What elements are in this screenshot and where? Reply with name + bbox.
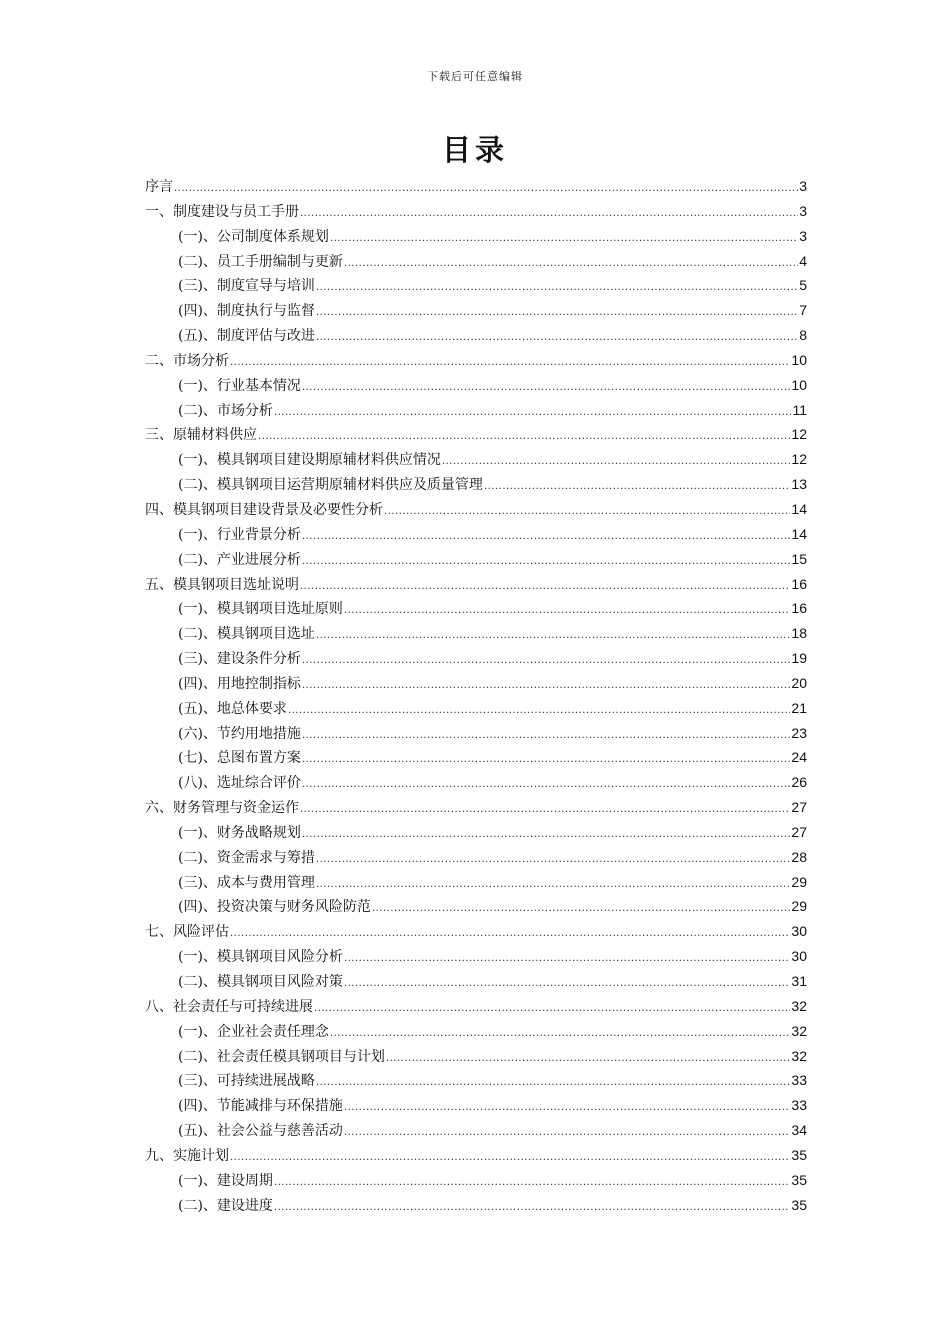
toc-entry[interactable] bbox=[145, 1019, 807, 1044]
toc-entry-label: (一)、模具钢项目选址原则 bbox=[178, 601, 343, 618]
toc-dot-leader bbox=[302, 376, 790, 401]
toc-entry-page-number: 34 bbox=[791, 1122, 807, 1139]
toc-dot-leader bbox=[344, 947, 790, 972]
toc-dot-leader bbox=[302, 649, 790, 674]
toc-entry-page-number: 12 bbox=[791, 426, 807, 443]
toc-dot-leader bbox=[174, 177, 798, 202]
toc-entry[interactable] bbox=[145, 671, 807, 696]
toc-entry-page-number: 33 bbox=[791, 1072, 807, 1089]
toc-entry-label: (五)、社会公益与慈善活动 bbox=[178, 1123, 343, 1140]
toc-entry[interactable] bbox=[145, 1093, 807, 1118]
toc-entry-label: (一)、财务战略规划 bbox=[178, 824, 301, 841]
toc-entry-page-number: 26 bbox=[791, 774, 807, 791]
toc-entry-label: 一、制度建设与员工手册 bbox=[145, 203, 299, 220]
toc-entry-label: (二)、模具钢项目选址 bbox=[178, 626, 315, 643]
toc-dot-leader bbox=[316, 301, 798, 326]
toc-entry-label: (四)、制度执行与监督 bbox=[178, 303, 315, 320]
toc-entry-page-number: 10 bbox=[791, 376, 807, 393]
toc-entry-page-number: 3 bbox=[799, 227, 807, 244]
toc-entry-page-number: 3 bbox=[799, 178, 807, 194]
toc-entry-label: (二)、资金需求与筹措 bbox=[178, 849, 315, 866]
toc-entry[interactable] bbox=[145, 919, 807, 944]
toc-entry[interactable] bbox=[145, 373, 807, 398]
toc-dot-leader bbox=[230, 1146, 790, 1171]
toc-entry[interactable] bbox=[145, 745, 807, 770]
toc-entry-page-number: 27 bbox=[791, 799, 807, 816]
toc-entry-page-number: 11 bbox=[792, 401, 807, 418]
toc-entry[interactable] bbox=[145, 298, 807, 323]
toc-dot-leader bbox=[302, 748, 790, 773]
toc-entry-page-number: 16 bbox=[791, 600, 807, 617]
toc-entry-page-number: 19 bbox=[791, 650, 807, 667]
toc-entry[interactable] bbox=[145, 696, 807, 721]
toc-entry[interactable] bbox=[145, 770, 807, 795]
toc-dot-leader bbox=[316, 848, 790, 873]
toc-entry-page-number: 7 bbox=[799, 302, 807, 319]
toc-entry-page-number: 12 bbox=[791, 451, 807, 468]
toc-dot-leader bbox=[258, 425, 790, 450]
toc-entry-page-number: 5 bbox=[799, 277, 807, 294]
toc-entry-label: 九、实施计划 bbox=[145, 1147, 229, 1164]
toc-dot-leader bbox=[344, 252, 798, 277]
toc-entry-label: (八)、选址综合评价 bbox=[178, 775, 301, 792]
toc-entry[interactable] bbox=[145, 174, 807, 199]
toc-dot-leader bbox=[330, 227, 798, 252]
toc-entry-page-number: 33 bbox=[791, 1097, 807, 1114]
toc-entry[interactable] bbox=[145, 894, 807, 919]
toc-dot-leader bbox=[300, 798, 790, 823]
toc-entry-page-number: 28 bbox=[791, 848, 807, 865]
toc-entry-page-number: 31 bbox=[791, 973, 807, 989]
toc-entry-label: (二)、员工手册编制与更新 bbox=[178, 253, 343, 270]
toc-entry[interactable] bbox=[145, 1068, 807, 1093]
toc-entry[interactable] bbox=[145, 323, 807, 348]
toc-entry[interactable] bbox=[145, 596, 807, 621]
toc-dot-leader bbox=[344, 1121, 790, 1146]
toc-entry[interactable] bbox=[145, 1118, 807, 1143]
toc-entry-label: (四)、投资决策与财务风险防范 bbox=[178, 899, 371, 916]
toc-entry[interactable] bbox=[145, 572, 807, 597]
toc-dot-leader bbox=[344, 972, 790, 997]
toc-dot-leader bbox=[302, 550, 790, 575]
toc-entry-page-number: 4 bbox=[799, 252, 807, 269]
toc-entry[interactable] bbox=[145, 795, 807, 820]
toc-entry-page-number: 35 bbox=[791, 1146, 807, 1163]
toc-entry[interactable] bbox=[145, 621, 807, 646]
toc-entry[interactable] bbox=[145, 273, 807, 298]
toc-entry-page-number: 32 bbox=[791, 1022, 807, 1039]
toc-entry[interactable] bbox=[145, 994, 807, 1019]
toc-entry-page-number: 35 bbox=[791, 1196, 807, 1213]
toc-entry-label: (二)、产业进展分析 bbox=[178, 551, 301, 568]
toc-entry[interactable] bbox=[145, 845, 807, 870]
toc-entry-page-number: 8 bbox=[799, 327, 807, 344]
toc-dot-leader bbox=[344, 599, 790, 624]
table-of-contents bbox=[145, 174, 807, 1217]
toc-entry-label: (三)、制度宣导与培训 bbox=[178, 278, 315, 295]
page-header-note: 下载后可任意编辑 bbox=[427, 70, 523, 83]
toc-entry-label: (二)、社会责任模具钢项目与计划 bbox=[178, 1048, 385, 1065]
toc-entry-page-number: 10 bbox=[791, 351, 807, 368]
toc-entry-page-number: 14 bbox=[791, 500, 807, 517]
toc-dot-leader bbox=[372, 897, 790, 922]
toc-dot-leader bbox=[302, 773, 790, 798]
toc-dot-leader bbox=[344, 1096, 790, 1121]
toc-entry[interactable] bbox=[145, 721, 807, 746]
toc-entry-page-number: 32 bbox=[791, 1047, 807, 1064]
toc-entry-label: (一)、模具钢项目风险分析 bbox=[178, 949, 343, 966]
toc-entry[interactable] bbox=[145, 944, 807, 969]
toc-entry-label: 序言 bbox=[145, 179, 173, 195]
toc-entry-page-number: 24 bbox=[791, 749, 807, 766]
toc-entry-label: (四)、用地控制指标 bbox=[178, 675, 301, 692]
toc-entry-label: (一)、公司制度体系规划 bbox=[178, 228, 329, 245]
toc-entry-label: 七、风险评估 bbox=[145, 924, 229, 941]
toc-dot-leader bbox=[302, 525, 790, 550]
toc-entry-label: 六、财务管理与资金运作 bbox=[145, 800, 299, 817]
toc-entry[interactable] bbox=[145, 348, 807, 373]
toc-entry-label: (三)、成本与费用管理 bbox=[178, 874, 315, 891]
toc-entry[interactable] bbox=[145, 249, 807, 274]
toc-entry[interactable] bbox=[145, 547, 807, 572]
toc-dot-leader bbox=[300, 575, 790, 600]
toc-entry-page-number: 18 bbox=[791, 625, 807, 642]
toc-entry[interactable] bbox=[145, 422, 807, 447]
toc-entry-page-number: 13 bbox=[791, 476, 807, 493]
toc-entry[interactable] bbox=[145, 497, 807, 522]
toc-dot-leader bbox=[300, 202, 798, 227]
toc-entry-page-number: 27 bbox=[791, 823, 807, 840]
toc-entry[interactable] bbox=[145, 1143, 807, 1168]
toc-dot-leader bbox=[316, 326, 798, 351]
toc-entry-label: (三)、建设条件分析 bbox=[178, 651, 301, 668]
toc-entry[interactable] bbox=[145, 199, 807, 224]
toc-entry-page-number: 23 bbox=[791, 724, 807, 741]
toc-entry-label: 八、社会责任与可持续进展 bbox=[145, 998, 313, 1015]
toc-entry-label: (一)、行业基本情况 bbox=[178, 377, 301, 394]
toc-dot-leader bbox=[316, 1071, 790, 1096]
toc-entry-page-number: 14 bbox=[791, 525, 807, 542]
toc-entry[interactable] bbox=[145, 820, 807, 845]
toc-entry-label: (三)、可持续进展战略 bbox=[178, 1073, 315, 1090]
toc-dot-leader bbox=[274, 401, 792, 426]
toc-entry-page-number: 29 bbox=[791, 873, 807, 890]
toc-dot-leader bbox=[386, 1047, 790, 1072]
toc-entry-label: (一)、行业背景分析 bbox=[178, 526, 301, 543]
toc-entry-label: (五)、制度评估与改进 bbox=[178, 328, 315, 345]
toc-entry[interactable] bbox=[145, 646, 807, 671]
toc-dot-leader bbox=[442, 450, 790, 475]
toc-dot-leader bbox=[288, 699, 790, 724]
toc-entry-page-number: 16 bbox=[791, 575, 807, 592]
toc-dot-leader bbox=[230, 922, 790, 947]
toc-entry-page-number: 21 bbox=[791, 699, 807, 716]
toc-entry[interactable] bbox=[145, 969, 807, 994]
toc-entry[interactable] bbox=[145, 522, 807, 547]
toc-entry-page-number: 15 bbox=[791, 550, 807, 567]
toc-dot-leader bbox=[316, 276, 798, 301]
toc-entry-page-number: 20 bbox=[791, 674, 807, 691]
toc-entry-page-number: 30 bbox=[791, 948, 807, 965]
toc-entry[interactable] bbox=[145, 870, 807, 895]
toc-dot-leader bbox=[302, 674, 790, 699]
toc-entry-label: (四)、节能减排与环保措施 bbox=[178, 1098, 343, 1115]
toc-entry-label: 四、模具钢项目建设背景及必要性分析 bbox=[145, 501, 383, 518]
toc-entry-label: (六)、节约用地措施 bbox=[178, 725, 301, 742]
toc-entry-label: (二)、模具钢项目风险对策 bbox=[178, 974, 343, 990]
toc-dot-leader bbox=[230, 351, 790, 376]
toc-entry-label: (一)、建设周期 bbox=[178, 1172, 273, 1189]
toc-entry[interactable] bbox=[145, 224, 807, 249]
toc-entry-label: (一)、模具钢项目建设期原辅材料供应情况 bbox=[178, 452, 441, 469]
toc-entry-page-number: 29 bbox=[791, 898, 807, 915]
toc-dot-leader bbox=[316, 624, 790, 649]
toc-entry-label: 二、市场分析 bbox=[145, 352, 229, 369]
toc-dot-leader bbox=[314, 997, 790, 1022]
toc-dot-leader bbox=[274, 1196, 790, 1221]
toc-entry-label: (二)、市场分析 bbox=[178, 402, 273, 419]
toc-entry-page-number: 32 bbox=[791, 997, 807, 1014]
toc-entry-label: (二)、建设进度 bbox=[178, 1197, 273, 1214]
toc-dot-leader bbox=[316, 873, 790, 898]
toc-dot-leader bbox=[302, 823, 790, 848]
toc-entry[interactable] bbox=[145, 398, 807, 423]
toc-entry-page-number: 3 bbox=[799, 202, 807, 219]
toc-entry-label: (七)、总图布置方案 bbox=[178, 750, 301, 767]
toc-entry[interactable] bbox=[145, 1168, 807, 1193]
toc-dot-leader bbox=[330, 1022, 790, 1047]
toc-dot-leader bbox=[384, 500, 790, 525]
toc-dot-leader bbox=[274, 1171, 790, 1196]
toc-dot-leader bbox=[484, 475, 790, 500]
toc-entry[interactable] bbox=[145, 447, 807, 472]
toc-entry-label: (二)、模具钢项目运营期原辅材料供应及质量管理 bbox=[178, 477, 483, 494]
toc-entry-label: (五)、地总体要求 bbox=[178, 700, 287, 717]
toc-entry-label: 五、模具钢项目选址说明 bbox=[145, 576, 299, 593]
toc-entry[interactable] bbox=[145, 1193, 807, 1218]
toc-entry-label: (一)、企业社会责任理念 bbox=[178, 1023, 329, 1040]
toc-entry-page-number: 35 bbox=[791, 1171, 807, 1188]
toc-entry[interactable] bbox=[145, 472, 807, 497]
toc-entry[interactable] bbox=[145, 1044, 807, 1069]
toc-entry-page-number: 30 bbox=[791, 923, 807, 940]
toc-title: 目录 bbox=[441, 133, 508, 167]
toc-entry-label: 三、原辅材料供应 bbox=[145, 427, 257, 444]
toc-dot-leader bbox=[302, 724, 790, 749]
